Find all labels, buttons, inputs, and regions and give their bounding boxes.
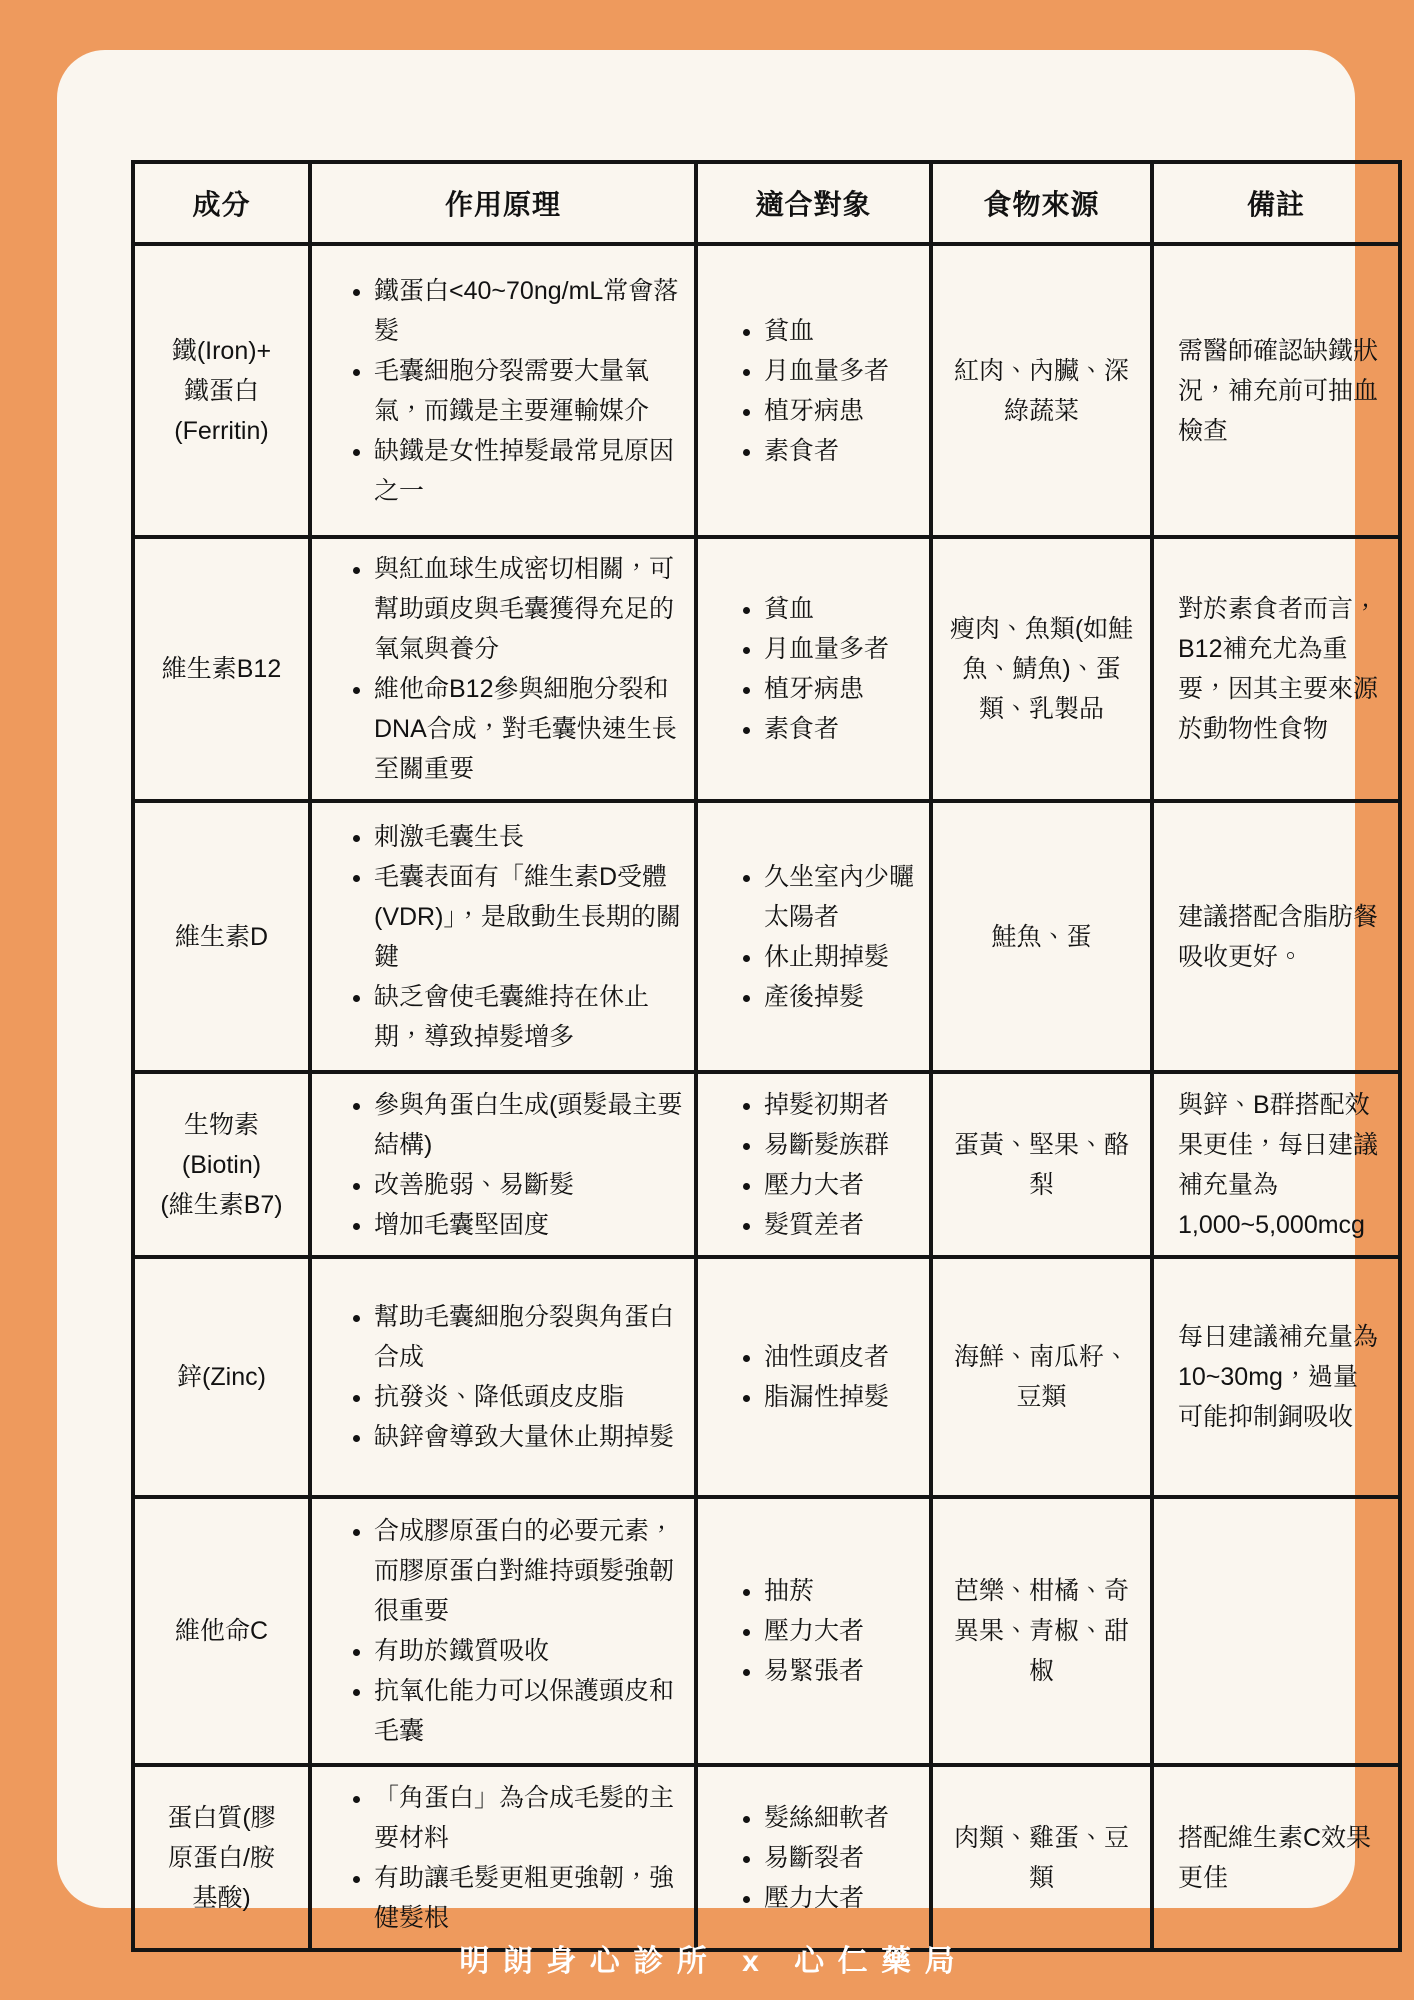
suitable-list: • 髮絲細軟者 • 易斷裂者 • 壓力大者 bbox=[698, 1798, 923, 1918]
table-row bbox=[133, 801, 1400, 1072]
suitable-list: • 油性頭皮者 • 脂漏性掉髮 bbox=[698, 1337, 923, 1417]
table-row bbox=[133, 1765, 1400, 1950]
table-row bbox=[133, 537, 1400, 801]
column-header-suitable: 適合對象 bbox=[696, 162, 931, 244]
notes-cell bbox=[1152, 1497, 1400, 1765]
table-row bbox=[133, 1497, 1400, 1765]
mechanism-list: • 幫助毛囊細胞分裂與角蛋白合成 • 抗發炎、降低頭皮皮脂 • 缺鋅會導致大量休止期掉髮 bbox=[312, 1297, 686, 1457]
column-header-mechanism: 作用原理 bbox=[310, 162, 696, 244]
table-row bbox=[133, 244, 1400, 537]
header-row bbox=[133, 162, 1400, 244]
ingredient-cell: 生物素 (Biotin) (維生素B7) bbox=[133, 1072, 310, 1257]
column-header-food: 食物來源 bbox=[931, 162, 1152, 244]
footer-clinic-name: 明朗身心診所 x 心仁藥局 bbox=[459, 1945, 969, 1978]
ingredient-cell: 維生素D bbox=[133, 801, 310, 1072]
mechanism-cell bbox=[310, 1765, 696, 1950]
mechanism-list: • 刺激毛囊生長 • 毛囊表面有「維生素D受體(VDR)」，是啟動生長期的關鍵 • 缺乏會使毛囊維持在休止期，導致掉髮增多 bbox=[312, 817, 686, 1057]
food-cell: 芭樂、柑橘、奇異果、青椒、甜椒 bbox=[931, 1497, 1152, 1765]
food-cell: 紅肉、內臟、深綠蔬菜 bbox=[931, 244, 1152, 537]
supplement-table bbox=[131, 160, 1402, 1952]
suitable-list: • 貧血 • 月血量多者 • 植牙病患 • 素食者 bbox=[698, 589, 923, 749]
column-header-notes: 備註 bbox=[1152, 162, 1400, 244]
mechanism-cell bbox=[310, 537, 696, 801]
suitable-list: • 久坐室內少曬太陽者 • 休止期掉髮 • 產後掉髮 bbox=[698, 857, 923, 1017]
food-cell: 海鮮、南瓜籽、豆類 bbox=[931, 1257, 1152, 1497]
suitable-list: • 抽菸 • 壓力大者 • 易緊張者 bbox=[698, 1571, 923, 1691]
mechanism-cell bbox=[310, 244, 696, 537]
mechanism-list: • 「角蛋白」為合成毛髮的主要材料 • 有助讓毛髮更粗更強韌，強健髮根 bbox=[312, 1778, 686, 1938]
table-row bbox=[133, 1257, 1400, 1497]
suitable-cell bbox=[696, 1072, 931, 1257]
ingredient-cell: 維生素B12 bbox=[133, 537, 310, 801]
suitable-list: • 掉髮初期者 • 易斷髮族群 • 壓力大者 • 髮質差者 bbox=[698, 1085, 923, 1245]
notes-cell: 與鋅、B群搭配效果更佳，每日建議補充量為1,000~5,000mcg bbox=[1152, 1072, 1400, 1257]
mechanism-cell bbox=[310, 1072, 696, 1257]
mechanism-list: • 鐵蛋白<40~70ng/mL常會落髮 • 毛囊細胞分裂需要大量氧氣，而鐵是主要運輸媒介 • 缺鐵是女性掉髮最常見原因之一 bbox=[312, 271, 686, 511]
ingredient-cell: 維他命C bbox=[133, 1497, 310, 1765]
mechanism-list: • 合成膠原蛋白的必要元素，而膠原蛋白對維持頭髮強韌很重要 • 有助於鐵質吸收 • 抗氧化能力可以保護頭皮和毛囊 bbox=[312, 1511, 686, 1751]
food-cell: 鮭魚、蛋 bbox=[931, 801, 1152, 1072]
notes-cell: 建議搭配含脂肪餐吸收更好。 bbox=[1152, 801, 1400, 1072]
mechanism-cell bbox=[310, 801, 696, 1072]
suitable-cell bbox=[696, 1257, 931, 1497]
notes-cell: 需醫師確認缺鐵狀況，補充前可抽血檢查 bbox=[1152, 244, 1400, 537]
notes-cell: 每日建議補充量為10~30mg，過量可能抑制銅吸收 bbox=[1152, 1257, 1400, 1497]
ingredient-cell: 鐵(Iron)+ 鐵蛋白 (Ferritin) bbox=[133, 244, 310, 537]
ingredient-cell: 鋅(Zinc) bbox=[133, 1257, 310, 1497]
mechanism-cell bbox=[310, 1257, 696, 1497]
table-container bbox=[131, 160, 1402, 1952]
ingredient-cell: 蛋白質(膠 原蛋白/胺 基酸) bbox=[133, 1765, 310, 1950]
mechanism-list: • 與紅血球生成密切相關，可幫助頭皮與毛囊獲得充足的氧氣與養分 • 維他命B12參與細胞分裂和DNA合成，對毛囊快速生長至關重要 bbox=[312, 549, 686, 789]
suitable-list: • 貧血 • 月血量多者 • 植牙病患 • 素食者 bbox=[698, 311, 923, 471]
suitable-cell bbox=[696, 1497, 931, 1765]
suitable-cell bbox=[696, 244, 931, 537]
food-cell: 肉類、雞蛋、豆類 bbox=[931, 1765, 1152, 1950]
suitable-cell bbox=[696, 537, 931, 801]
notes-cell: 搭配維生素C效果更佳 bbox=[1152, 1765, 1400, 1950]
mechanism-list: • 參與角蛋白生成(頭髮最主要結構) • 改善脆弱、易斷髮 • 增加毛囊堅固度 bbox=[312, 1085, 686, 1245]
notes-cell: 對於素食者而言，B12補充尤為重要，因其主要來源於動物性食物 bbox=[1152, 537, 1400, 801]
food-cell: 瘦肉、魚類(如鮭魚、鯖魚)、蛋類、乳製品 bbox=[931, 537, 1152, 801]
table-row bbox=[133, 1072, 1400, 1257]
content-card bbox=[57, 50, 1379, 1932]
suitable-cell bbox=[696, 801, 931, 1072]
food-cell: 蛋黃、堅果、酪梨 bbox=[931, 1072, 1152, 1257]
table-body bbox=[133, 244, 1400, 1950]
column-header-ingredient: 成分 bbox=[133, 162, 310, 244]
mechanism-cell bbox=[310, 1497, 696, 1765]
suitable-cell bbox=[696, 1765, 931, 1950]
